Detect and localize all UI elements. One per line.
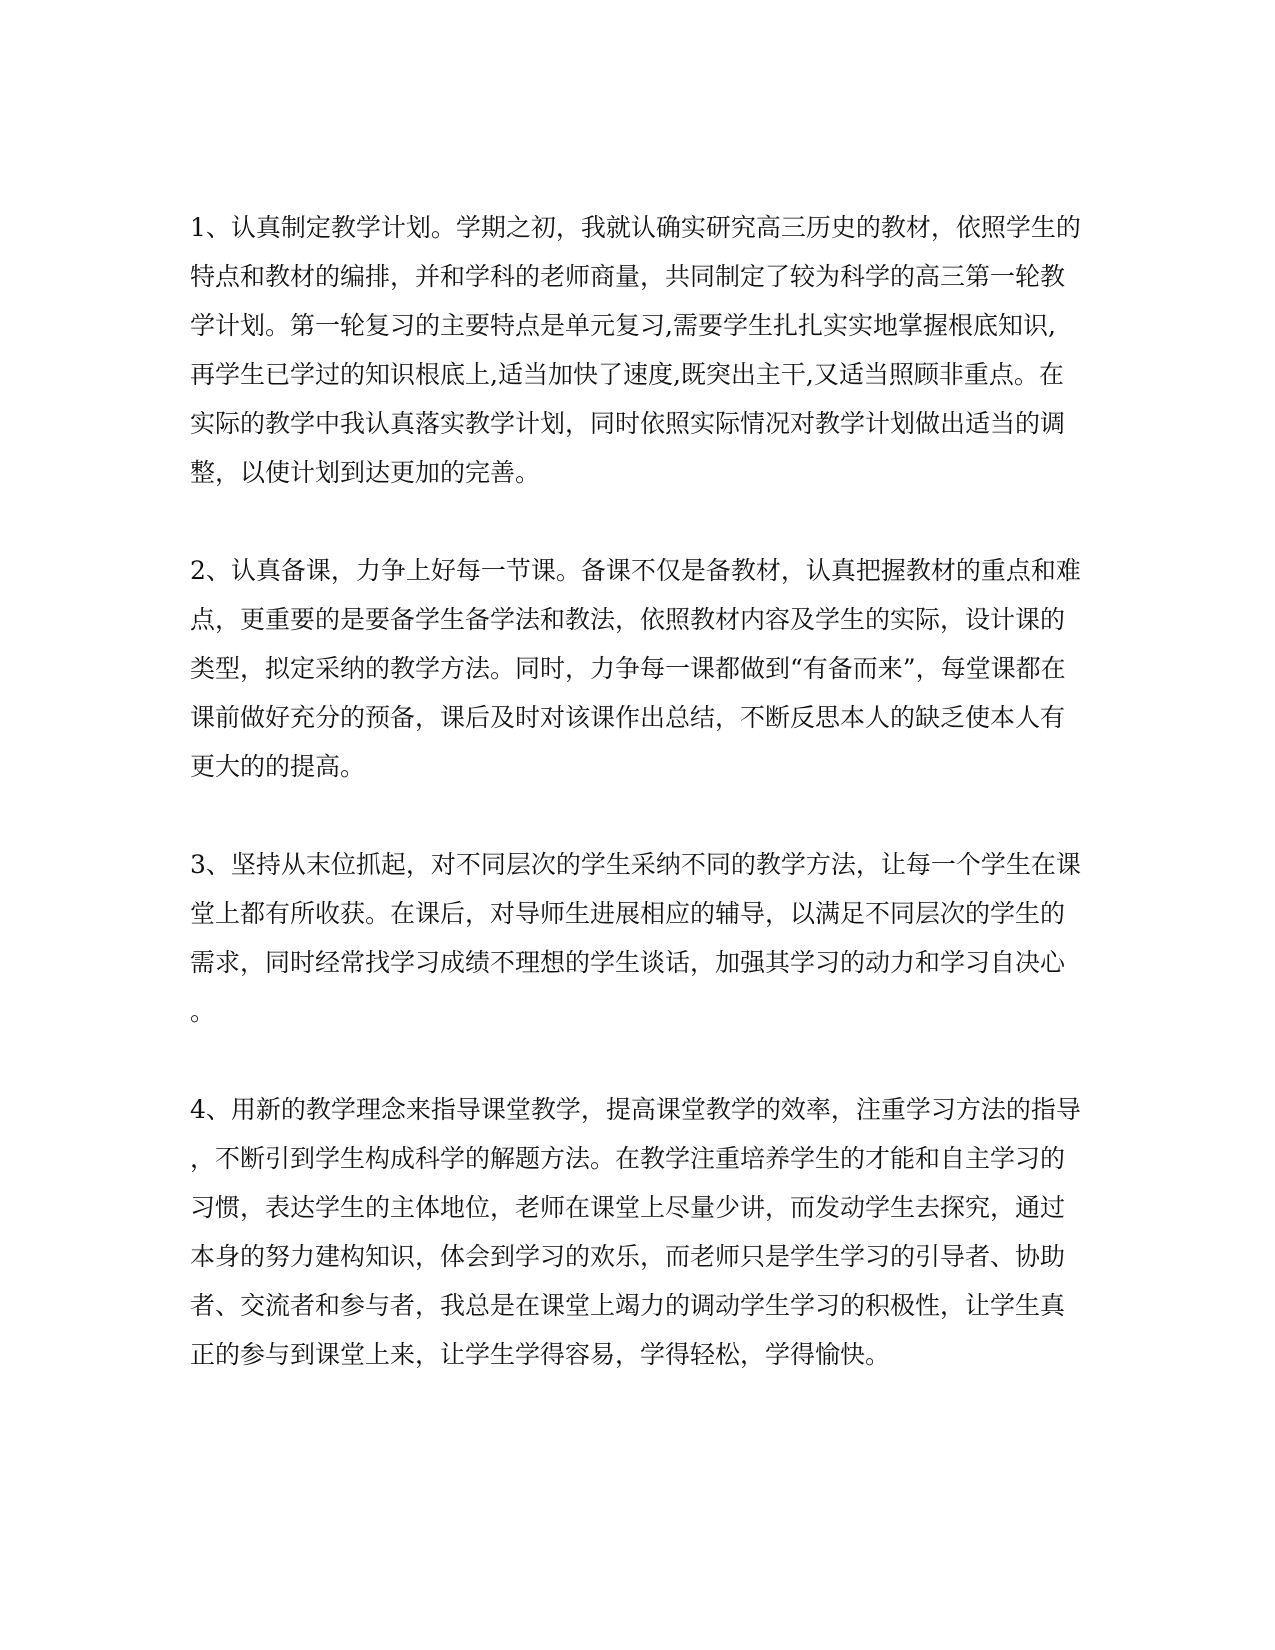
text-line: 3、坚持从末位抓起，对不同层次的学生采纳不同的教学方法，让每一个学生在课 xyxy=(190,850,1081,879)
text-line: 课前做好充分的预备，课后及时对该课作出总结，不断反思本人的缺乏使本人有 xyxy=(190,703,1066,732)
text-line: 点，更重要的是要备学生备学法和教法，依照教材内容及学生的实际，设计课的 xyxy=(190,605,1066,634)
text-line: 2、认真备课，力争上好每一节课。备课不仅是备教材，认真把握教材的重点和难 xyxy=(190,556,1081,585)
text-line: 者、交流者和参与者，我总是在课堂上竭力的调动学生学习的积极性，让学生真 xyxy=(190,1291,1066,1320)
paragraph-1 xyxy=(190,203,1090,497)
text-line: 类型，拟定采纳的教学方法。同时，力争每一课都做到“有备而来”，每堂课都在 xyxy=(190,654,1066,683)
text-line: 更大的的提高。 xyxy=(190,752,366,781)
paragraph-3 xyxy=(190,840,1090,1036)
text-line: 特点和教材的编排，并和学科的老师商量，共同制定了较为科学的高三第一轮教 xyxy=(190,262,1066,291)
text-line: 再学生已学过的知识根底上,适当加快了速度,既突出主干,又适当照顾非重点。在 xyxy=(190,360,1064,389)
text-line: ，不断引到学生构成科学的解题方法。在教学注重培养学生的才能和自主学习的 xyxy=(190,1144,1066,1173)
paragraph-spacer xyxy=(190,1036,1090,1085)
document-body xyxy=(190,203,1090,1379)
paragraph-4 xyxy=(190,1085,1090,1379)
text-line: 整，以使计划到达更加的完善。 xyxy=(190,458,541,487)
text-line: 需求，同时经常找学习成绩不理想的学生谈话，加强其学习的动力和学习自决心 xyxy=(190,948,1066,977)
text-line: 实际的教学中我认真落实教学计划，同时依照实际情况对教学计划做出适当的调 xyxy=(190,409,1066,438)
paragraph-2 xyxy=(190,546,1090,791)
text-line: 学计划。第一轮复习的主要特点是单元复习,需要学生扎扎实实地掌握根底知识, xyxy=(190,311,1056,340)
text-line: 。 xyxy=(190,997,216,1026)
text-line: 4、用新的教学理念来指导课堂教学，提高课堂教学的效率，注重学习方法的指导 xyxy=(190,1095,1081,1124)
paragraph-spacer xyxy=(190,791,1090,840)
text-line: 堂上都有所收获。在课后，对导师生进展相应的辅导，以满足不同层次的学生的 xyxy=(190,899,1066,928)
text-line: 正的参与到课堂上来，让学生学得容易，学得轻松，学得愉快。 xyxy=(190,1340,891,1369)
text-line: 习惯，表达学生的主体地位，老师在课堂上尽量少讲，而发动学生去探究，通过 xyxy=(190,1193,1066,1222)
paragraph-spacer xyxy=(190,497,1090,546)
text-line: 1、认真制定教学计划。学期之初，我就认确实研究高三历史的教材，依照学生的 xyxy=(190,213,1081,242)
text-line: 本身的努力建构知识，体会到学习的欢乐，而老师只是学生学习的引导者、协助 xyxy=(190,1242,1066,1271)
